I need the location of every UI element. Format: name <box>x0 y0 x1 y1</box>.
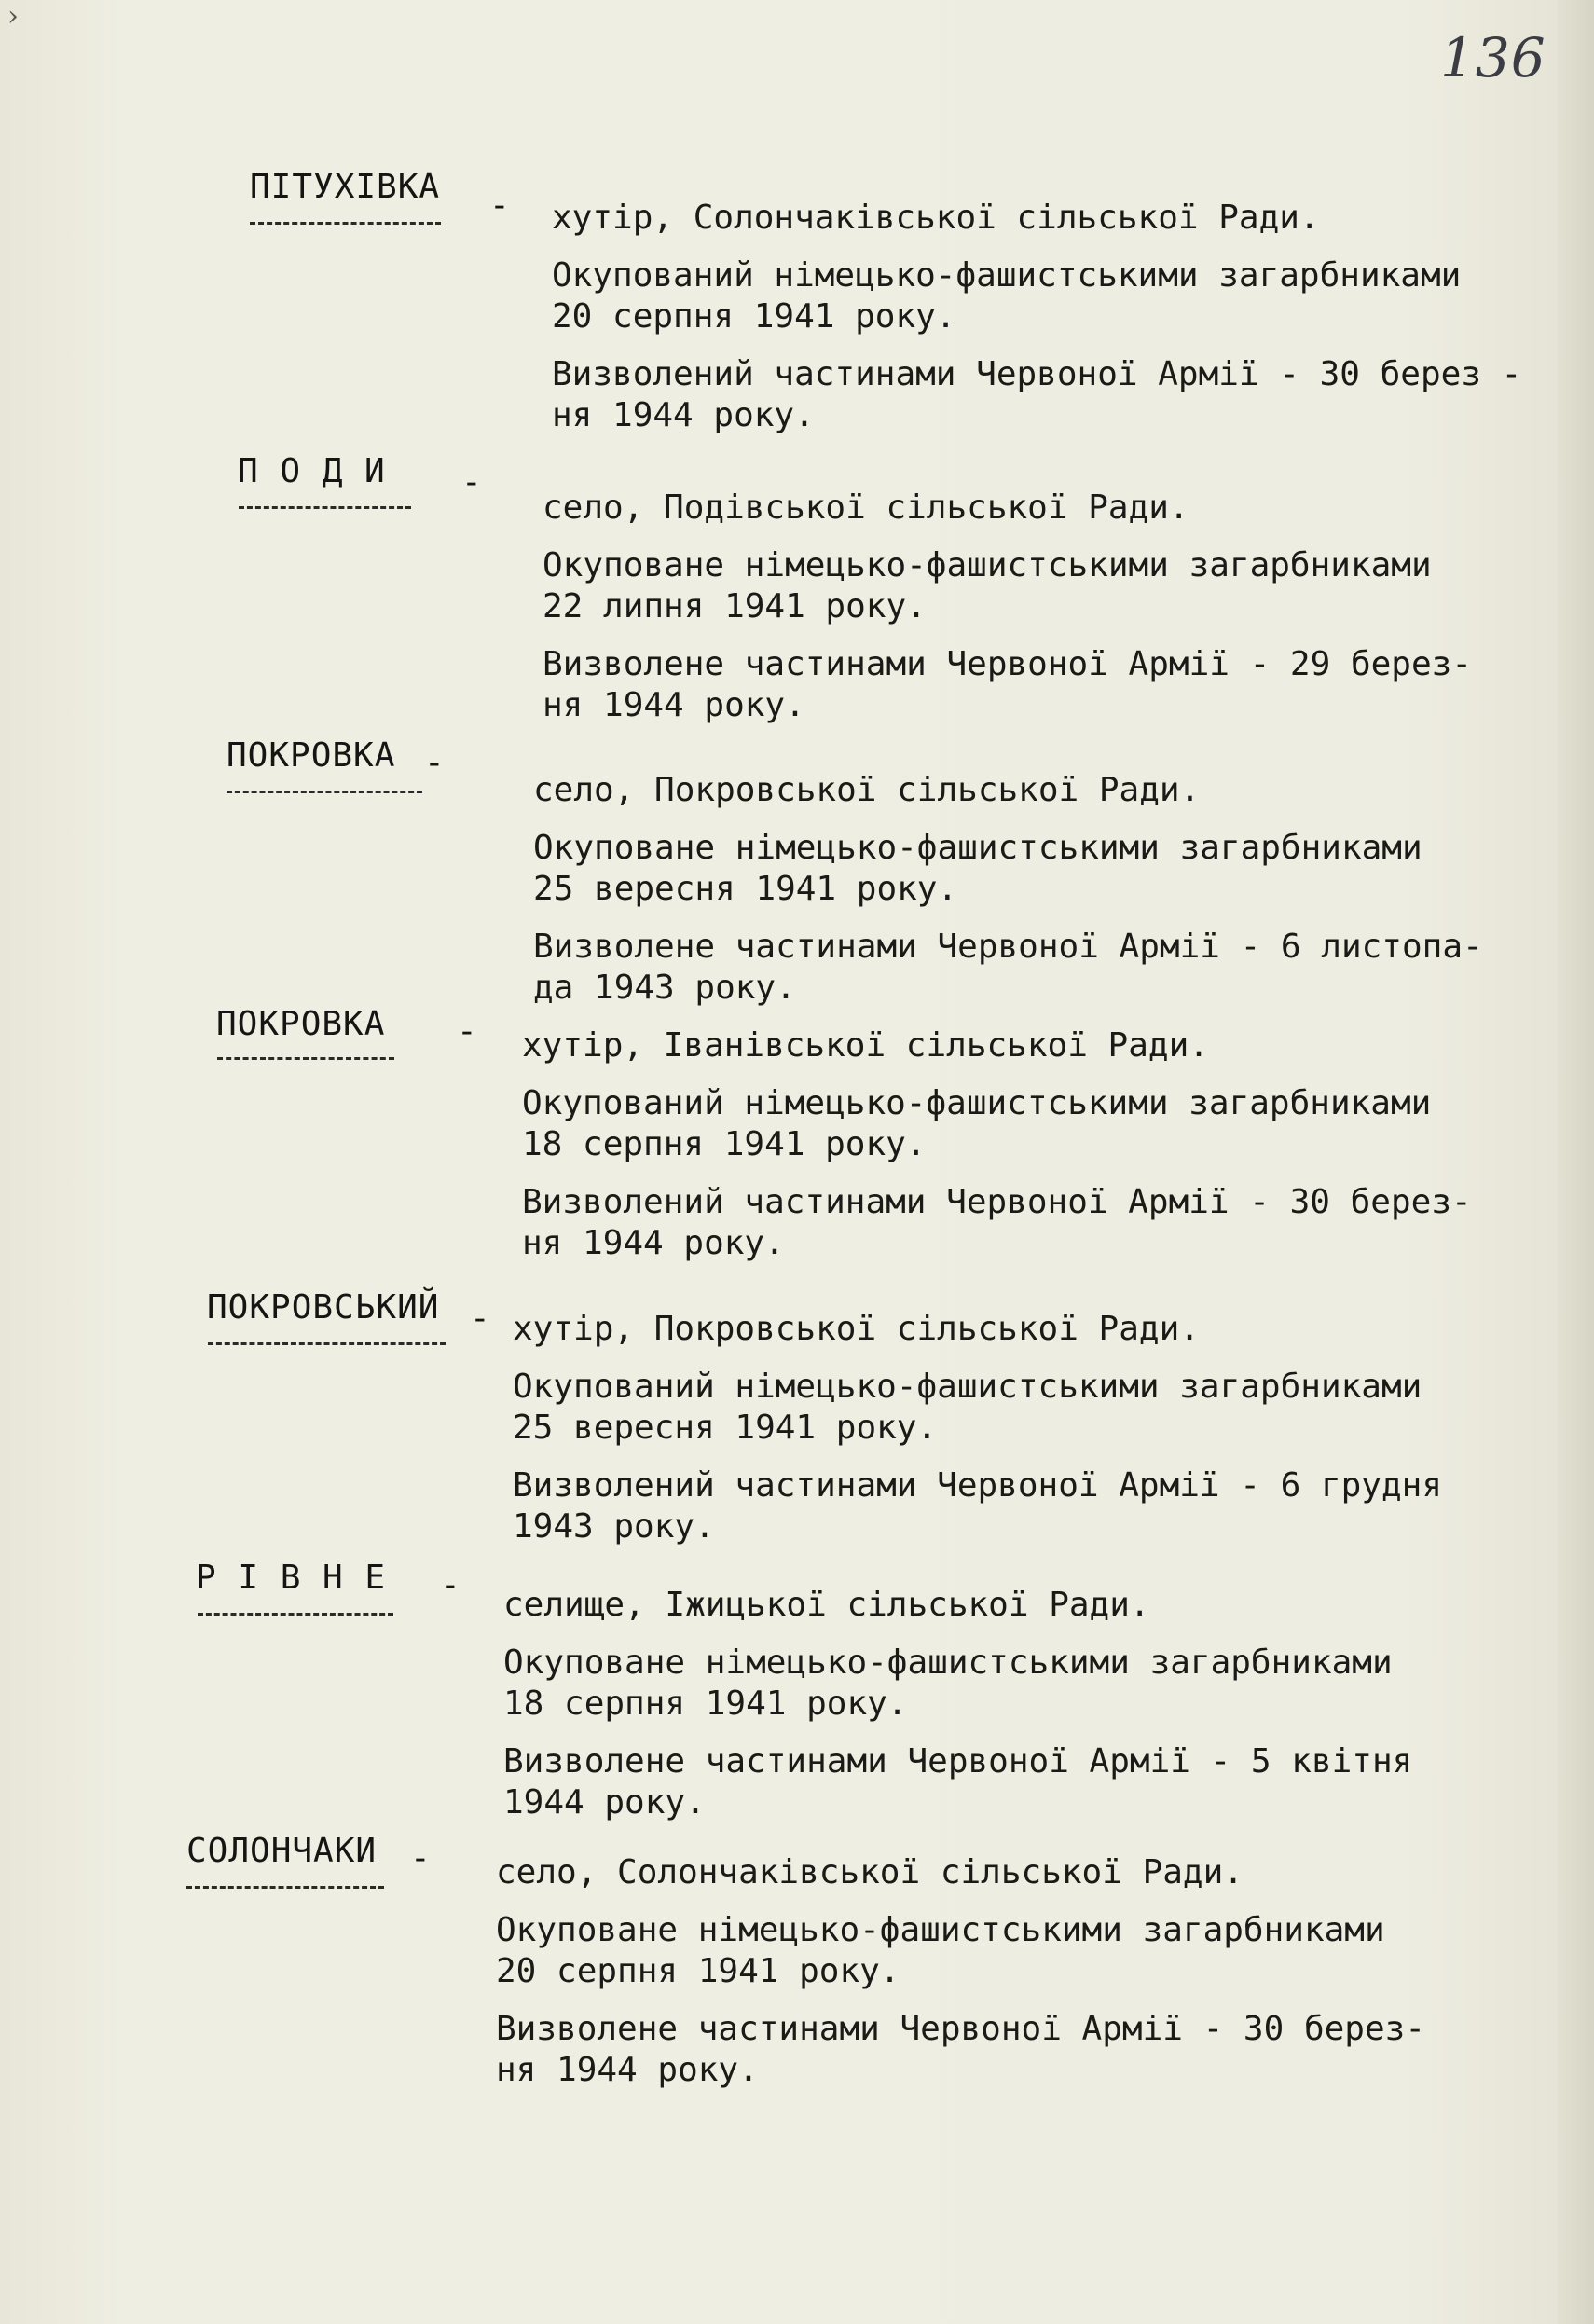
place-name: ПІТУХІВКА <box>250 168 441 206</box>
entry-description <box>513 1309 1442 1564</box>
occupied-line-1: Окуповане німецько-фашистськими загарбниками <box>503 1643 1393 1682</box>
place-name-underline <box>217 1057 394 1060</box>
type-line: село, Солончаківської сільської Ради. <box>496 1853 1244 1891</box>
liberated-line-1: Визволений частинами Червоної Армії - 30 берез- <box>522 1183 1472 1221</box>
entry-description <box>552 198 1521 453</box>
occupied-line-2: 18 серпня 1941 року. <box>522 1125 927 1163</box>
type-line: село, Подівської сільської Ради. <box>543 488 1189 527</box>
place-name-underline <box>250 222 441 225</box>
occupied-line-1: Окупований німецько-фашистськими загарбниками <box>513 1368 1422 1406</box>
corner-mark: › <box>7 0 19 33</box>
place-name: ПОКРОВКА <box>227 736 396 775</box>
place-name: СОЛОНЧАКИ <box>186 1832 378 1870</box>
entry-description <box>543 488 1472 743</box>
occupied-line-1: Окуповане німецько-фашистськими загарбниками <box>496 1911 1385 1949</box>
entry-description <box>533 770 1483 1025</box>
place-name: Р І В Н Е <box>196 1559 387 1597</box>
entry-dash: - <box>457 1012 477 1051</box>
type-line: селище, Іжицької сільської Ради. <box>503 1586 1150 1624</box>
entry-dash: - <box>461 463 482 502</box>
occupied-line-2: 25 вересня 1941 року. <box>533 870 958 908</box>
occupied-line-2: 18 серпня 1941 року. <box>503 1685 908 1723</box>
type-line: хутір, Солончаківської сільської Ради. <box>552 199 1320 237</box>
type-line: хутір, Іванівської сільської Ради. <box>522 1026 1209 1065</box>
occupied-line-2: 20 серпня 1941 року. <box>552 297 956 336</box>
liberated-line-2: 1943 року. <box>513 1507 715 1546</box>
page-edge <box>1557 0 1594 2324</box>
liberated-line-1: Визволений частинами Червоної Армії - 30 берез - <box>552 355 1522 393</box>
entry-dash: - <box>440 1566 460 1604</box>
entry-description <box>496 1852 1425 2108</box>
place-name-underline <box>198 1613 393 1616</box>
liberated-line-2: 1944 року. <box>503 1783 706 1822</box>
liberated-line-1: Визволене частинами Червоної Армії - 29 берез- <box>543 645 1472 683</box>
occupied-line-2: 20 серпня 1941 року. <box>496 1952 900 1990</box>
occupied-line-1: Окупований німецько-фашистськими загарбниками <box>552 256 1462 295</box>
page-number: 136 <box>1440 26 1546 89</box>
place-name-underline <box>186 1886 384 1889</box>
place-name-underline <box>208 1342 446 1345</box>
entry-dash: - <box>489 186 510 225</box>
place-name: П О Д И <box>238 452 386 490</box>
place-name-underline <box>239 506 411 509</box>
occupied-line-1: Окуповане німецько-фашистськими загарбниками <box>543 546 1432 584</box>
entry-dash: - <box>470 1300 490 1338</box>
liberated-line-2: да 1943 року. <box>533 969 796 1007</box>
entry-description <box>522 1025 1472 1281</box>
occupied-line-2: 22 липня 1941 року. <box>543 587 927 626</box>
liberated-line-1: Визволене частинами Червоної Армії - 6 листопа- <box>533 928 1483 966</box>
liberated-line-2: ня 1944 року. <box>543 686 805 724</box>
liberated-line-2: ня 1944 року. <box>496 2051 759 2089</box>
liberated-line-1: Визволений частинами Червоної Армії - 6 грудня <box>513 1466 1442 1505</box>
liberated-line-2: ня 1944 року. <box>522 1224 785 1262</box>
entry-dash: - <box>410 1839 431 1877</box>
occupied-line-1: Окупований німецько-фашистськими загарбниками <box>522 1084 1432 1122</box>
entry-dash: - <box>424 744 445 782</box>
entry-description <box>503 1585 1412 1840</box>
occupied-line-2: 25 вересня 1941 року. <box>513 1409 938 1447</box>
type-line: хутір, Покровської сільської Ради. <box>513 1310 1200 1348</box>
liberated-line-1: Визволене частинами Червоної Армії - 5 квітня <box>503 1742 1413 1781</box>
occupied-line-1: Окуповане німецько-фашистськими загарбниками <box>533 829 1422 867</box>
liberated-line-2: ня 1944 року. <box>552 396 815 434</box>
liberated-line-1: Визволене частинами Червоної Армії - 30 берез- <box>496 2010 1425 2048</box>
place-name: ПОКРОВСЬКИЙ <box>207 1288 440 1327</box>
type-line: село, Покровської сільської Ради. <box>533 771 1201 809</box>
place-name: ПОКРОВКА <box>216 1005 386 1043</box>
place-name-underline <box>227 791 422 793</box>
